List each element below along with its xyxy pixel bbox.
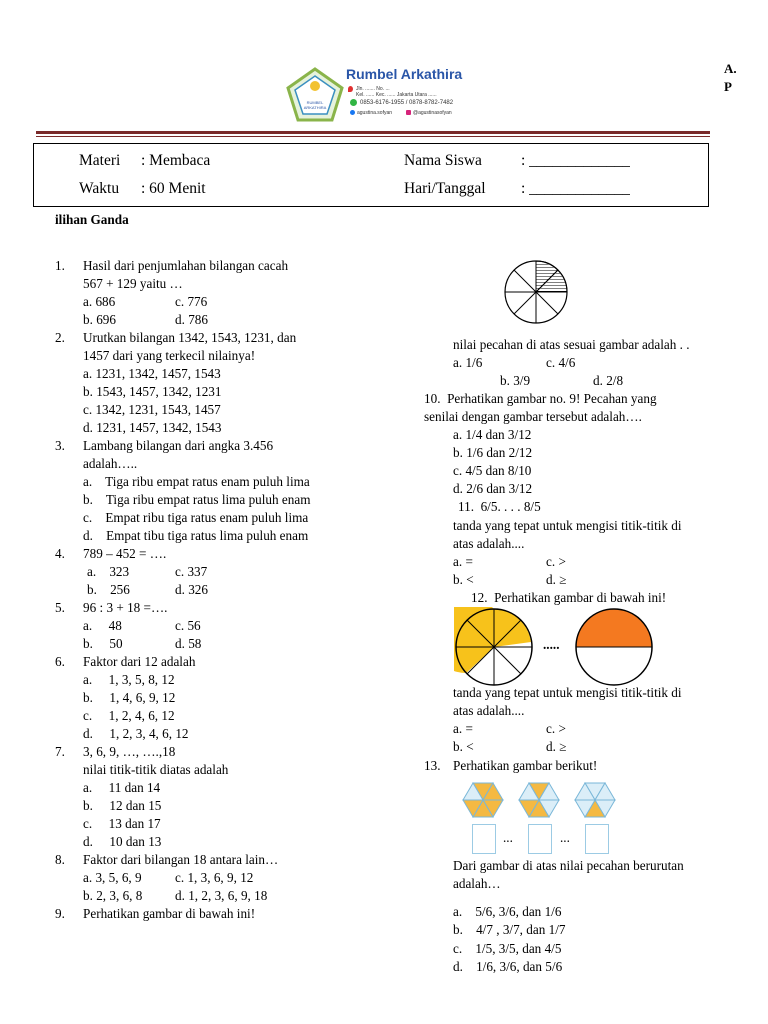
option-b[interactable]: b. 50	[83, 636, 123, 651]
option-c[interactable]: c. 1, 2, 4, 6, 12	[83, 708, 175, 723]
option-a[interactable]: a. 3, 5, 6, 9	[83, 870, 142, 885]
question-number: 13.	[424, 758, 441, 773]
option-d[interactable]: d. ≥	[546, 739, 567, 754]
brand-phone: 0853-6176-1955 / 0878-8782-7482	[360, 100, 454, 106]
facebook-icon	[350, 110, 355, 115]
location-icon	[348, 86, 353, 92]
option-a[interactable]: a. 1, 3, 5, 8, 12	[83, 672, 175, 687]
materi-value: : Membaca	[141, 152, 211, 169]
brand-social2: @agustinasofyan	[413, 110, 452, 116]
question-number: 8.	[55, 852, 65, 867]
option-a[interactable]: a. 5/6, 3/6, dan 1/6	[453, 904, 562, 919]
option-b[interactable]: b. <	[453, 739, 474, 754]
question-6	[55, 653, 385, 671]
option-a[interactable]: a. 1/4 dan 3/12	[453, 427, 532, 442]
question-text: Perhatikan gambar di bawah ini!	[83, 906, 256, 921]
question-text: Hasil dari penjumlahan bilangan cacah	[83, 258, 289, 273]
brand-name: Rumbel Arkathira	[346, 66, 463, 82]
question-9-text: nilai pecahan di atas sesuai gambar adalah . .	[453, 337, 690, 352]
question-text: Urutkan bilangan 1342, 1543, 1231, dan	[83, 330, 297, 345]
header-rule-thick	[36, 131, 710, 134]
question-number: 4.	[55, 546, 65, 561]
answer-box-1[interactable]	[472, 824, 496, 854]
question-text: Faktor dari bilangan 18 antara lain…	[83, 852, 279, 867]
question-12-text: tanda yang tepat untuk mengisi titik-titik di	[453, 685, 682, 700]
option-a[interactable]: a. =	[453, 554, 473, 569]
question-7	[55, 743, 385, 761]
question-10-text: 10. Perhatikan gambar no. 9! Pecahan yang	[424, 391, 657, 406]
option-b[interactable]: b. 12 dan 15	[83, 798, 162, 813]
option-d[interactable]: d. ≥	[546, 572, 567, 587]
option-b[interactable]: b. 256	[87, 582, 130, 597]
option-c[interactable]: c. 776	[175, 294, 208, 309]
option-row	[55, 563, 385, 581]
q13-dots: ...	[560, 830, 570, 845]
question-12-text: 12. Perhatikan gambar di bawah ini!	[471, 590, 667, 605]
question-13	[424, 757, 597, 775]
question-text: 789 – 452 = ….	[83, 546, 167, 561]
option-row	[55, 887, 385, 905]
question-11-text: atas adalah....	[453, 536, 525, 551]
question-9	[55, 905, 385, 923]
option-b[interactable]: b. 3/9	[500, 373, 531, 388]
option-c[interactable]: c. 4/6	[546, 355, 576, 370]
option-b[interactable]: b. <	[453, 572, 474, 587]
option-c[interactable]: c. 13 dan 17	[83, 816, 161, 831]
option-b[interactable]: b. 1/6 dan 2/12	[453, 445, 533, 460]
question-3	[55, 437, 385, 455]
question-number: 9.	[55, 906, 65, 921]
question-text: adalah…..	[83, 456, 138, 471]
question-text: 1457 dari yang terkecil nilainya!	[83, 348, 256, 363]
option-c[interactable]: c. 1, 3, 6, 9, 12	[175, 870, 254, 885]
option-a[interactable]: a. 686	[83, 294, 116, 309]
question-10-text: senilai dengan gambar tersebut adalah….	[424, 409, 642, 424]
option-c[interactable]: c. 1/5, 3/5, dan 4/5	[453, 941, 562, 956]
question-number: 3.	[55, 438, 65, 453]
option-row	[55, 869, 385, 887]
question-5	[55, 599, 385, 617]
option-d[interactable]: d. 1/6, 3/6, dan 5/6	[453, 959, 563, 974]
option-b[interactable]: b. 1543, 1457, 1342, 1231	[83, 384, 222, 399]
q13-hexagons	[459, 779, 619, 826]
question-number: 2.	[55, 330, 65, 345]
option-row	[55, 311, 385, 329]
q12-orange-circle	[574, 607, 654, 692]
corner-line1: A.	[724, 61, 737, 76]
option-a[interactable]: a. Tiga ribu empat ratus enam puluh lima	[83, 474, 310, 489]
brand-address2: Kel. ...... Kec. ...... Jakarta Utara ......	[356, 92, 437, 98]
option-b[interactable]: b. Tiga ribu empat ratus lima puluh enam	[83, 492, 311, 507]
option-d[interactable]: d. 1, 2, 3, 6, 9, 18	[175, 888, 268, 903]
option-d[interactable]: d. 58	[175, 636, 202, 651]
option-c[interactable]: c. >	[546, 721, 566, 736]
q13-dots: ...	[503, 830, 513, 845]
option-c[interactable]: c. >	[546, 554, 566, 569]
option-row	[55, 581, 385, 599]
brand-logo	[284, 66, 346, 124]
question-13-text: Dari gambar di atas nilai pecahan berurutan	[453, 858, 684, 873]
nama-siswa-field[interactable]: : _____________	[521, 152, 630, 169]
option-d[interactable]: d. Empat tibu tiga ratus lima puluh enam	[83, 528, 309, 543]
option-d[interactable]: d. 2/6 dan 3/12	[453, 481, 533, 496]
option-d[interactable]: d. 10 dan 13	[83, 834, 162, 849]
option-d[interactable]: d. 786	[175, 312, 208, 327]
q12-yellow-circle	[454, 607, 534, 692]
q12-dots: .....	[543, 637, 560, 652]
waktu-value: : 60 Menit	[141, 180, 206, 197]
whatsapp-icon	[350, 99, 357, 106]
option-c[interactable]: c. 1342, 1231, 1543, 1457	[83, 402, 221, 417]
corner-label	[724, 60, 737, 96]
option-a[interactable]: a. 323	[87, 564, 130, 579]
question-2	[55, 329, 385, 347]
question-text: 96 : 3 + 18 =….	[83, 600, 168, 615]
option-c[interactable]: c. 4/5 dan 8/10	[453, 463, 532, 478]
hari-tanggal-field[interactable]: : _____________	[521, 180, 630, 197]
corner-line2: P	[724, 79, 732, 94]
option-b[interactable]: b. 4/7 , 3/7, dan 1/7	[453, 922, 566, 937]
hari-tanggal-label: Hari/Tanggal	[404, 180, 486, 197]
option-a[interactable]: a. 1/6	[453, 355, 483, 370]
question-text: 3, 6, 9, …, ….,18	[83, 744, 176, 759]
nama-siswa-label: Nama Siswa	[404, 152, 482, 169]
question-number: 1.	[55, 258, 65, 273]
left-column	[55, 257, 385, 923]
option-b[interactable]: b. 2, 3, 6, 8	[83, 888, 143, 903]
svg-text:RUMBEL: RUMBEL	[306, 100, 324, 105]
header-rule-thin	[36, 136, 710, 137]
section-title: ilihan Ganda	[55, 212, 129, 227]
svg-text:ARKATHIRA: ARKATHIRA	[303, 105, 327, 110]
option-row	[55, 617, 385, 635]
question-11-text: 11. 6/5. . . . 8/5	[458, 499, 541, 514]
option-b[interactable]: b. 696	[83, 312, 116, 327]
brand-address1: Jln. ....... No. ...	[356, 86, 390, 92]
materi-label: Materi	[79, 152, 121, 169]
answer-box-2[interactable]	[528, 824, 552, 854]
option-d[interactable]: d. 1231, 1457, 1342, 1543	[83, 420, 222, 435]
question-4	[55, 545, 385, 563]
question-11-text: tanda yang tepat untuk mengisi titik-titik di	[453, 518, 682, 533]
question-text: 567 + 129 yaitu …	[83, 276, 183, 291]
option-c[interactable]: c. 56	[175, 618, 201, 633]
option-d[interactable]: d. 1, 2, 3, 4, 6, 12	[83, 726, 189, 741]
q9-fraction-circle	[502, 258, 570, 331]
question-12-text: atas adalah....	[453, 703, 525, 718]
option-row	[55, 635, 385, 653]
question-number: 5.	[55, 600, 65, 615]
option-a[interactable]: a. =	[453, 721, 473, 736]
waktu-label: Waktu	[79, 180, 120, 197]
option-a[interactable]: a. 48	[83, 618, 122, 633]
answer-box-3[interactable]	[585, 824, 609, 854]
question-text: Perhatikan gambar berikut!	[453, 758, 598, 773]
option-c[interactable]: c. 337	[175, 564, 208, 579]
option-a[interactable]: a. 1231, 1342, 1457, 1543	[83, 366, 221, 381]
option-a[interactable]: a. 11 dan 14	[83, 780, 161, 795]
option-d[interactable]: d. 2/8	[593, 373, 624, 388]
question-8	[55, 851, 385, 869]
question-13-text: adalah…	[453, 876, 501, 891]
brand-social1: agustina.sofyan	[357, 110, 393, 116]
question-text: Faktor dari 12 adalah	[83, 654, 196, 669]
question-number: 6.	[55, 654, 65, 669]
option-b[interactable]: b. 1, 4, 6, 9, 12	[83, 690, 176, 705]
option-row	[55, 293, 385, 311]
question-text: nilai titik-titik diatas adalah	[83, 762, 229, 777]
option-d[interactable]: d. 326	[175, 582, 208, 597]
option-c[interactable]: c. Empat ribu tiga ratus enam puluh lima	[83, 510, 309, 525]
question-1	[55, 257, 385, 275]
question-number: 7.	[55, 744, 65, 759]
question-text: Lambang bilangan dari angka 3.456	[83, 438, 274, 453]
instagram-icon	[406, 110, 411, 115]
